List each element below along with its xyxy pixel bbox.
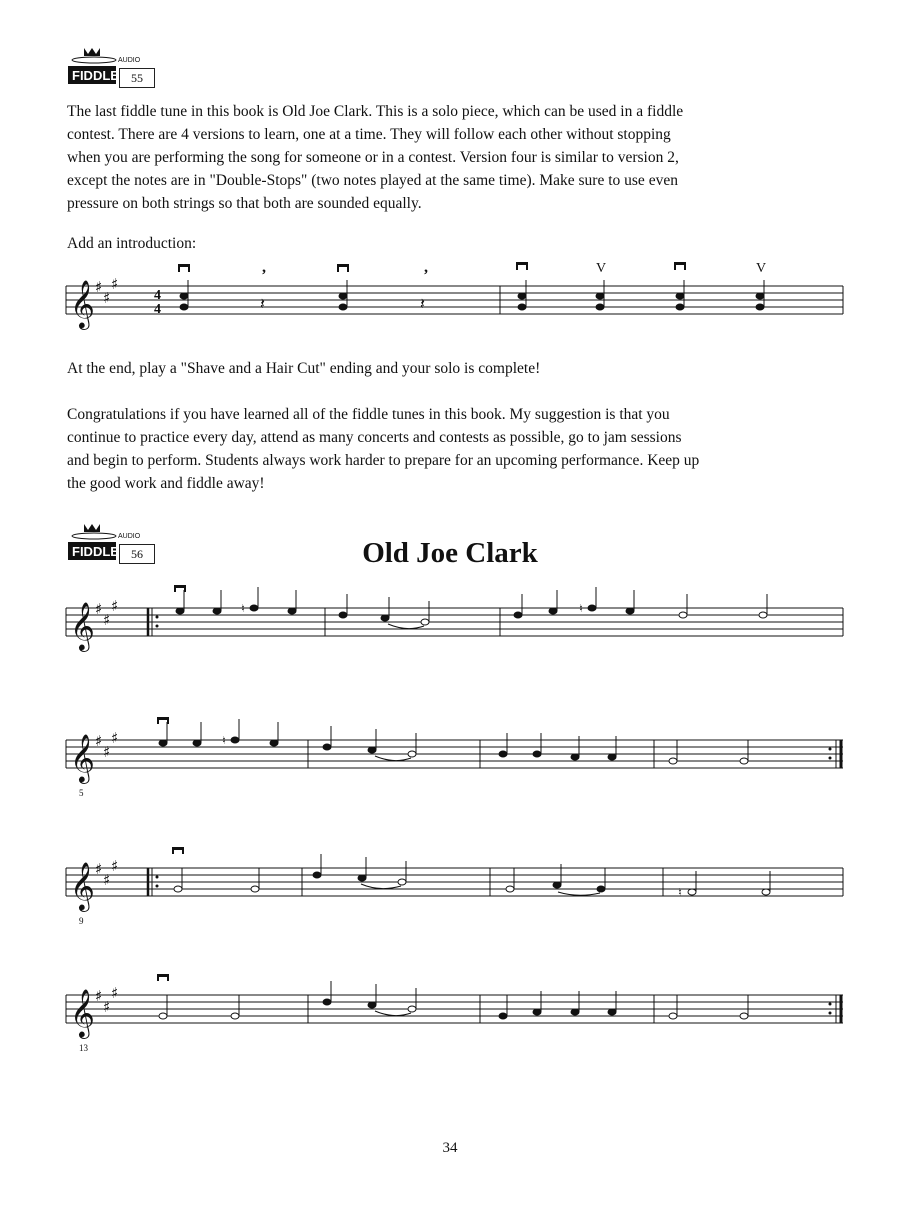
svg-text:♮: ♮ [579,602,583,615]
text-line: and begin to perform. Students always work harder to prepare for an upcoming performance. Keep up [67,452,700,469]
down-bow-icon [172,847,184,854]
congratulations-paragraph [67,403,827,495]
up-bow-icon [596,261,766,276]
intro-chords [180,280,764,310]
notes [174,854,770,895]
staff-row-3 [66,847,843,926]
svg-text:♯: ♯ [95,278,103,296]
svg-text:♯: ♯ [103,611,111,629]
key-signature-icon [95,729,118,761]
text-line: continue to practice every day, attend as many concerts and contests as possible, go to jam sessions [67,429,682,446]
down-bow-icon [157,717,169,724]
notes [159,981,748,1019]
text-line: except the notes are in "Double-Stops" (two notes played at the same time). Make sure to use even [67,172,678,189]
svg-text:♯: ♯ [95,987,103,1005]
treble-clef-icon: 𝄞 [70,601,95,650]
svg-text:AUDIO: AUDIO [118,533,141,540]
svg-text:♯: ♯ [103,871,111,889]
svg-text:♯: ♯ [95,860,103,878]
key-signature-icon [95,275,118,307]
breath-mark-icon [262,259,428,276]
svg-text:♯: ♯ [103,743,111,761]
measure-number: 13 [79,1043,88,1053]
key-signature-icon [95,857,118,889]
svg-text:,: , [262,259,266,276]
measure-number: 9 [79,916,84,926]
text-line: when you are performing the song for someone or in a contest. Version four is similar to version 2, [67,149,679,166]
key-signature-icon [95,984,118,1016]
key-signature-icon [95,597,118,629]
intro-paragraph [67,100,827,215]
ending-text: At the end, play a "Shave and a Hair Cut" ending and your solo is complete! [67,360,541,377]
treble-clef-icon: 𝄞 [70,988,95,1037]
treble-clef-icon: 𝄞 [70,861,95,910]
text-line: Congratulations if you have learned all of the fiddle tunes in this book. My suggestion is that you [67,406,670,423]
svg-text:♯: ♯ [103,998,111,1016]
svg-text:♮: ♮ [222,734,226,747]
notes [176,587,767,625]
staff-row-1 [66,585,843,652]
svg-text:𝄽: 𝄽 [420,294,425,313]
svg-text:4: 4 [154,302,161,317]
down-bow-icon [178,262,686,272]
svg-text:♯: ♯ [111,597,119,615]
svg-text:4: 4 [154,288,161,303]
svg-text:,: , [424,259,428,276]
text-line: The last fiddle tune in this book is Old Joe Clark. This is a solo piece, which can be used in a fiddle [67,103,684,120]
svg-text:♯: ♯ [111,984,119,1002]
text-line: contest. There are 4 versions to learn, one at a time. They will follow each other without stopping [67,126,671,143]
page-number: 34 [442,1140,458,1156]
track-number: 56 [119,544,155,564]
svg-text:AUDIO: AUDIO [118,57,141,64]
measure-number: 5 [79,788,84,798]
svg-text:♯: ♯ [111,729,119,747]
svg-text:♯: ♯ [111,275,119,293]
down-bow-icon [174,585,186,592]
song-title: Old Joe Clark [362,537,538,569]
audio-track-badge [64,46,156,88]
intro-label: Add an introduction: [67,235,197,252]
staff-row-4 [66,974,843,1053]
treble-clef-icon: 𝄞 [70,279,95,328]
audio-track-badge [64,522,156,564]
text-line: the good work and fiddle away! [67,475,265,492]
track-number: 55 [119,68,155,88]
rest-icon [260,294,425,313]
svg-text:V: V [756,261,767,276]
treble-clef-icon: 𝄞 [70,733,95,782]
svg-text:♮: ♮ [241,602,245,615]
text-line: pressure on both strings so that both are sounded equally. [67,195,422,212]
staff-row-2 [66,717,843,798]
svg-text:♯: ♯ [111,857,119,875]
svg-text:FIDDLE: FIDDLE [72,544,119,559]
svg-text:♯: ♯ [103,289,111,307]
notes [159,719,748,764]
time-signature [154,288,161,317]
svg-text:FIDDLE: FIDDLE [72,68,119,83]
down-bow-icon [157,974,169,981]
svg-text:𝄽: 𝄽 [260,294,265,313]
svg-text:V: V [596,261,607,276]
svg-text:♯: ♯ [95,732,103,750]
svg-text:♮: ♮ [678,886,682,899]
svg-text:♯: ♯ [95,600,103,618]
